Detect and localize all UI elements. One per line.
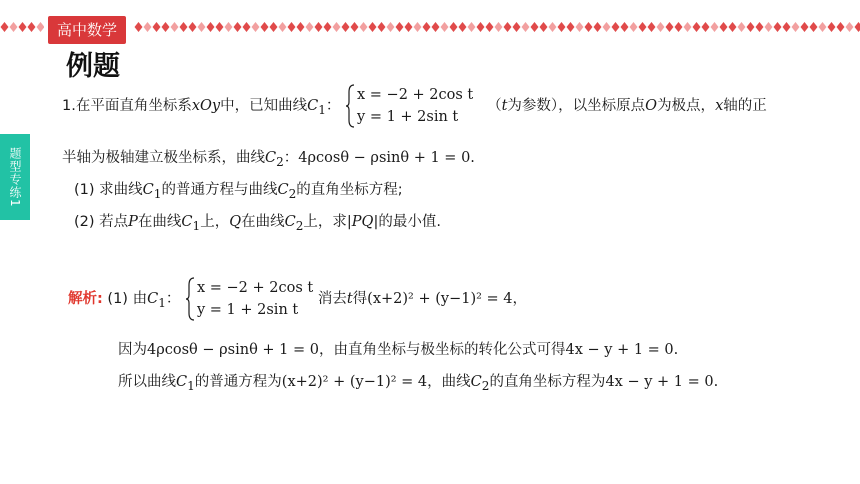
- question-1: (1) 求曲线$C_1$的普通方程与曲线$C_2$的直角坐标方程;: [74, 182, 403, 201]
- page-title: 例题: [66, 51, 120, 82]
- solution-parametric-system: x = −2 + 2cos t y = 1 + 2sin t: [185, 277, 313, 321]
- question-2: (2) 若点P在曲线$C_1$上，Q在曲线$C_2$上，求|PQ|的最小值.: [74, 214, 441, 233]
- brace-icon: [185, 277, 195, 321]
- solution-line-2: 因为4ρcosθ − ρsinθ + 1 = 0，由直角坐标与极坐标的转化公式可得4x − y + 1 = 0.: [118, 342, 679, 358]
- side-tab-topic[interactable]: 题型专练1: [0, 134, 30, 220]
- solution-line-1: 解析: (1) 由$C_1$： x = −2 + 2cos t y = 1 + 2sin t 消去t得(x+2)² + (y−1)² = 4，: [68, 277, 527, 321]
- subject-badge: 高中数学: [48, 16, 126, 44]
- header-pattern-right: [134, 20, 860, 34]
- solution-line-3: 所以曲线$C_1$的普通方程为(x+2)² + (y−1)² = 4，曲线$C_2$的直角坐标方程为4x − y + 1 = 0.: [118, 374, 719, 393]
- problem-line-1: 1.在平面直角坐标系xOy中，已知曲线$C_1$： x = −2 + 2cos t y = 1 + 2sin t （t为参数），以坐标原点O为极点，x轴的正: [62, 84, 767, 128]
- solution-label: 解析: [68, 291, 97, 307]
- parametric-system: x = −2 + 2cos t y = 1 + 2sin t: [345, 84, 473, 128]
- brace-icon: [345, 84, 355, 128]
- header-pattern-left: [0, 20, 44, 34]
- problem-line-2: 半轴为极轴建立极坐标系，曲线$C_2$：4ρcosθ − ρsinθ + 1 = 0.: [62, 150, 475, 169]
